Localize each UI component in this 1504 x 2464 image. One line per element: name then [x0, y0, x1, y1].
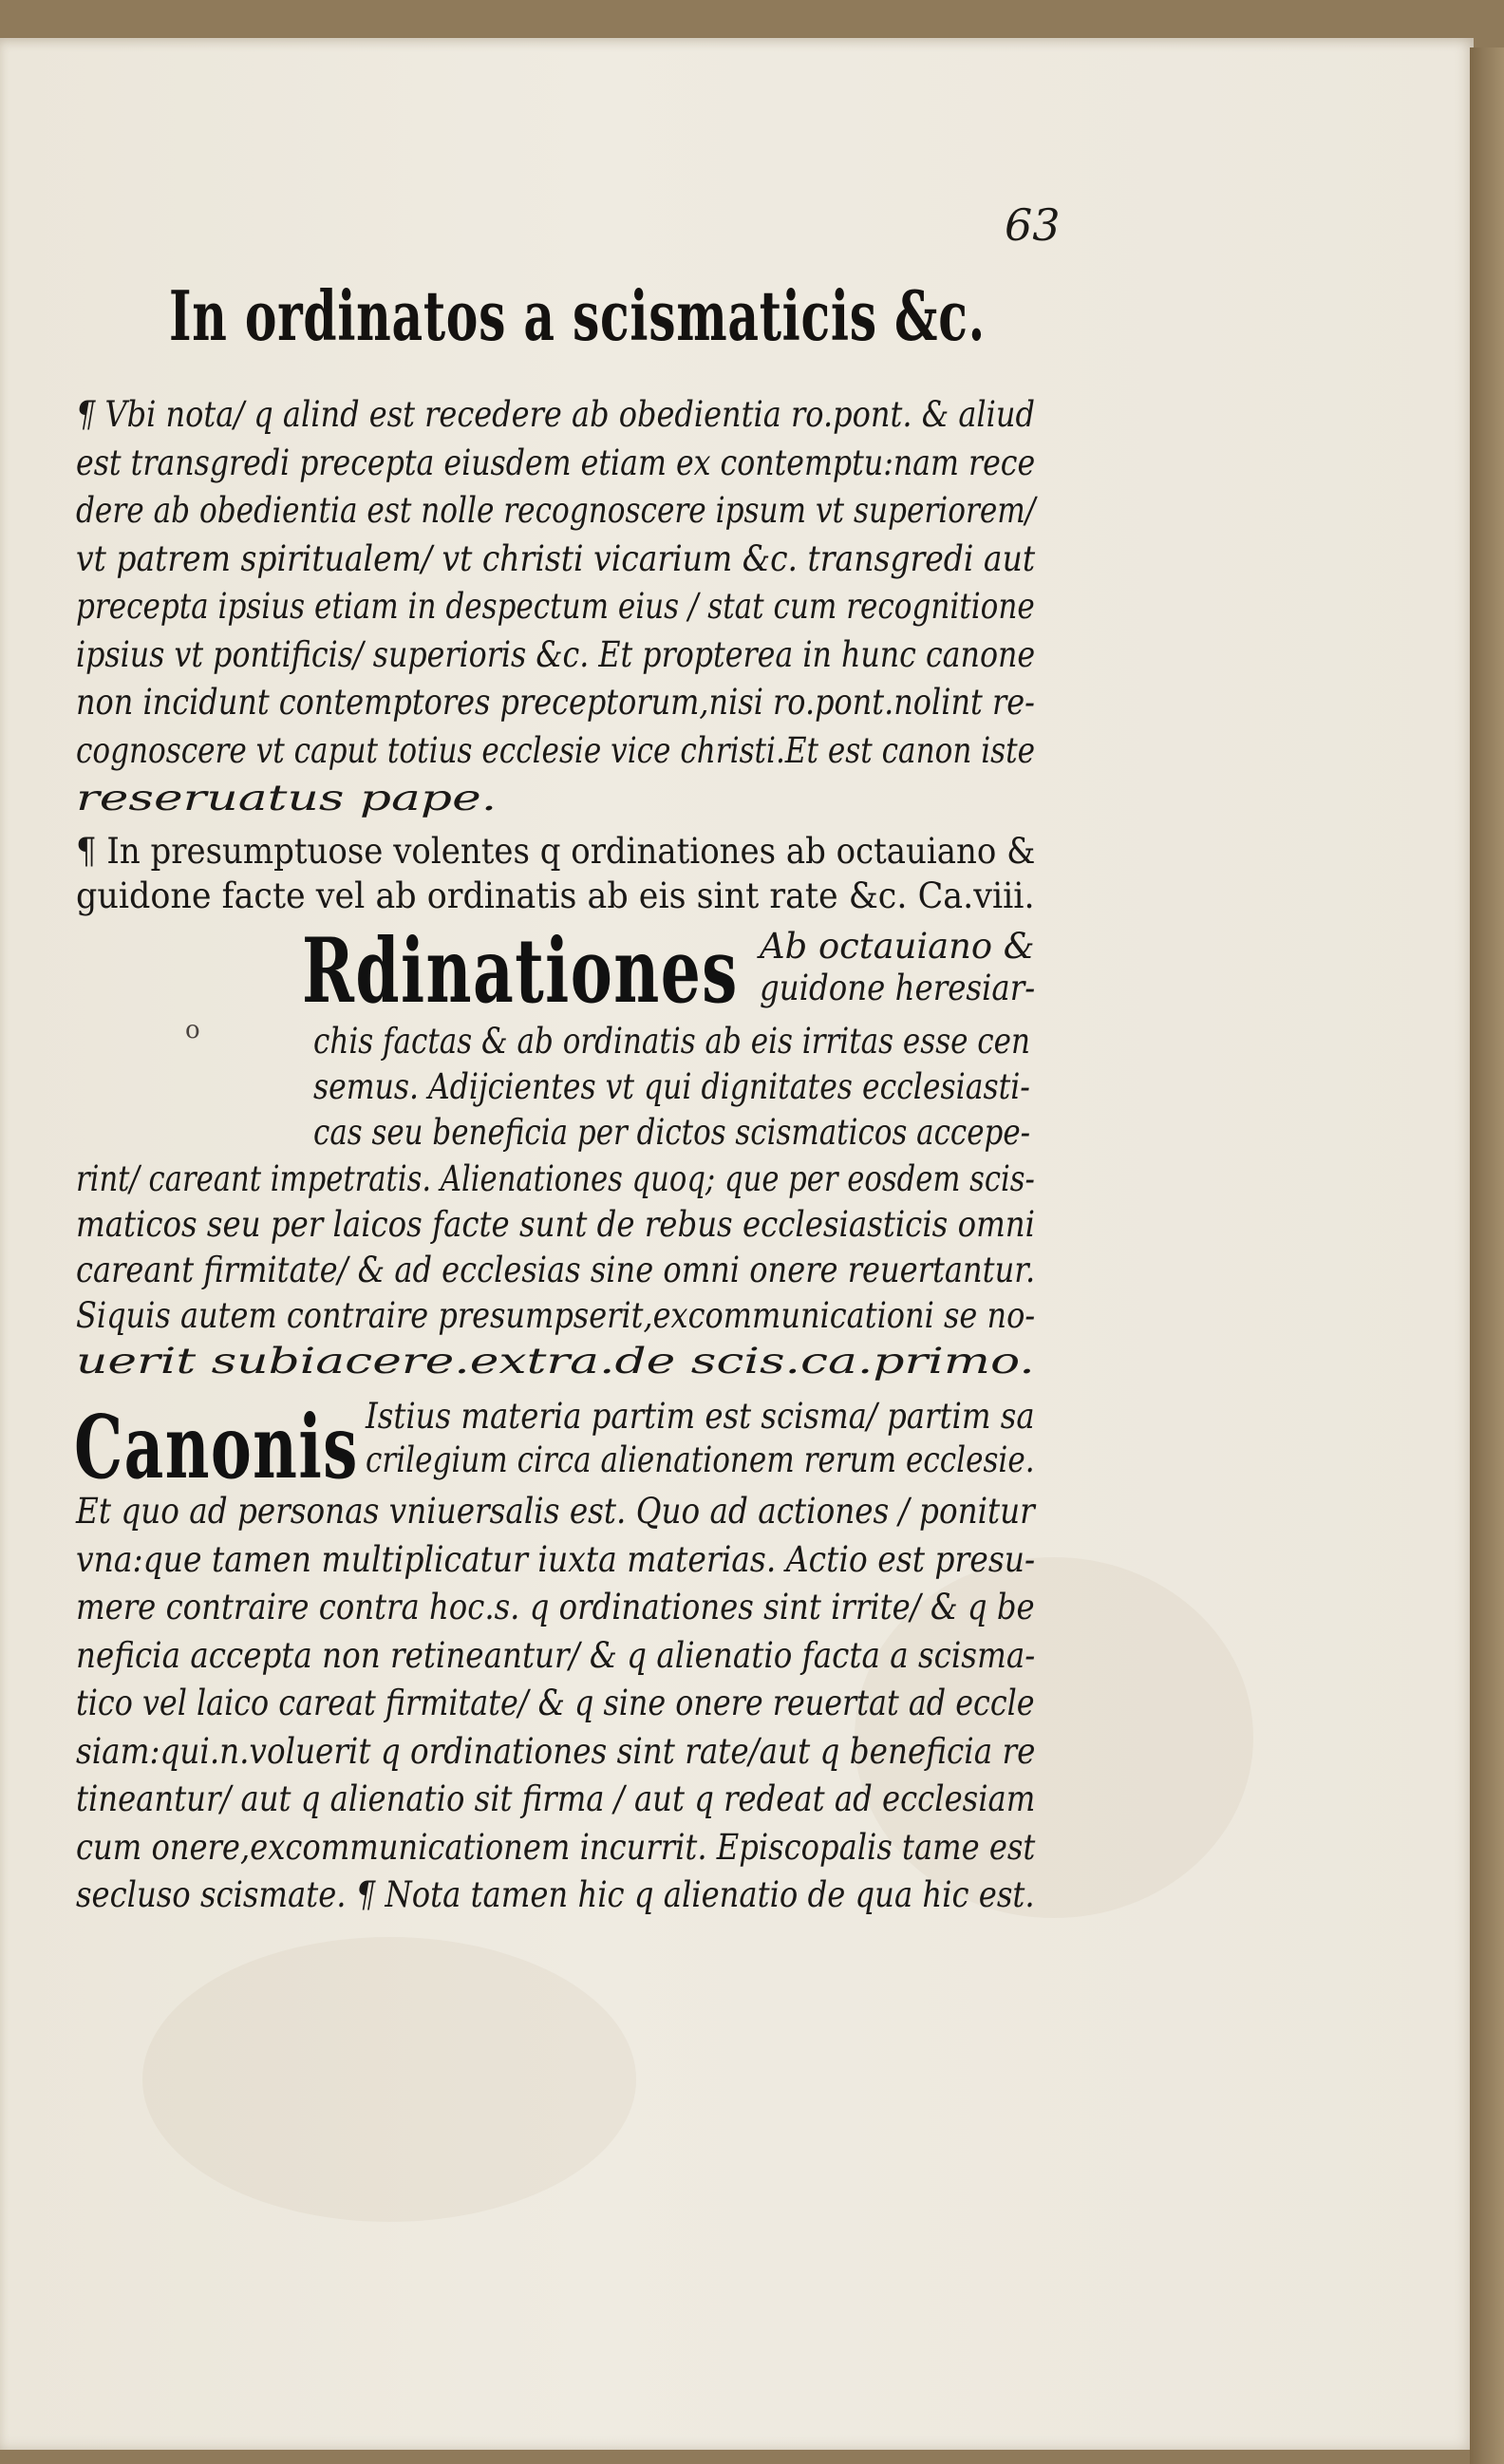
page-edge — [1470, 47, 1504, 2464]
folio-number: 63 — [1005, 199, 1061, 251]
text-line: reseruatus pape. — [76, 778, 498, 818]
text-line: siam:qui.n.voluerit q ordinationes sint rate/aut q beneficia re — [76, 1730, 1036, 1772]
text-line: crilegium circa alienationem rerum ecclesie. — [366, 1439, 1035, 1480]
text-line: secluso scismate. ¶ Nota tamen hic q alienatio de qua hic est. — [76, 1874, 1035, 1915]
text-line: cas seu beneficia per dictos scismaticos accepe- — [313, 1112, 1031, 1153]
text-line: tico vel laico careat firmitate/ & q sine onere reuertat ad eccle — [76, 1683, 1035, 1723]
text-line: cognoscere vt caput totius ecclesie vice christi.Et est canon iste — [76, 729, 1036, 771]
text-line: Siquis autem contraire presumpserit,excommunicationi se no- — [76, 1295, 1036, 1336]
text-line: rint/ careant impetratis. Alienationes quoq; que per eosdem scis- — [76, 1158, 1035, 1199]
text-line: Istius materia partim est scisma/ partim sa — [366, 1396, 1035, 1437]
decorated-initial-canonis: Canonis — [74, 1396, 359, 1498]
text-line: maticos seu per laicos facte sunt de rebus ecclesiasticis omni — [76, 1204, 1036, 1245]
text-line: precepta ipsius etiam in despectum eius / stat cum recognitione — [76, 586, 1035, 627]
text-line: est transgredi precepta eiusdem etiam ex contemptu:nam rece — [76, 442, 1036, 483]
page-heading: In ordinatos a scismaticis &c. — [169, 275, 986, 356]
text-line: cum onere,excommunicationem incurrit. Episcopalis tame est — [76, 1826, 1036, 1868]
text-line: mere contraire contra hoc.s. q ordinationes sint irrite/ & q be — [76, 1587, 1035, 1627]
text-line: vna:que tamen multiplicatur iuxta materias. Actio est presu- — [76, 1538, 1036, 1580]
text-line: Ab octauiano & — [760, 926, 1035, 967]
text-line: semus. Adijcientes vt qui dignitates ecclesiasti- — [313, 1066, 1030, 1107]
text-line: Et quo ad personas vniuersalis est. Quo ad actiones / ponitur — [76, 1491, 1035, 1532]
text-line: vt patrem spiritualem/ vt christi vicarium &c. transgredi aut — [76, 537, 1036, 579]
paper-stain — [142, 1937, 636, 2222]
text-line: neficia accepta non retineantur/ & q alienatio facta a scisma- — [76, 1634, 1036, 1676]
text-line: ipsius vt pontificis/ superioris &c. Et propterea in hunc canone — [76, 633, 1036, 675]
text-line: non incidunt contemptores preceptorum,nisi ro.pont.nolint re- — [76, 682, 1035, 723]
book-page — [0, 38, 1474, 2450]
text-line: uerit subiacere.extra.de scis.ca.primo. — [76, 1341, 1035, 1382]
margin-letter: o — [185, 1016, 200, 1044]
text-line: dere ab obedientia est nolle recognoscere ipsum vt superiorem/ — [76, 490, 1036, 531]
decorated-initial-ordinationes: Rdinationes — [302, 919, 739, 1024]
text-line: guidone heresiar- — [760, 968, 1036, 1008]
text-line: ¶ Vbi nota/ q alind est recedere ab obedientia ro.pont. & aliud — [76, 394, 1035, 435]
text-line: careant firmitate/ & ad ecclesias sine omni onere reuertantur. — [76, 1250, 1036, 1290]
text-line: tineantur/ aut q alienatio sit firma / aut q redeat ad ecclesiam — [76, 1778, 1036, 1819]
text-line: ¶ In presumptuose volentes q ordinationes ab octauiano & — [76, 831, 1036, 872]
text-line: guidone facte vel ab ordinatis ab eis sint rate &c. Ca.viii. — [76, 875, 1035, 916]
text-line: chis factas & ab ordinatis ab eis irritas esse cen — [313, 1021, 1030, 1062]
